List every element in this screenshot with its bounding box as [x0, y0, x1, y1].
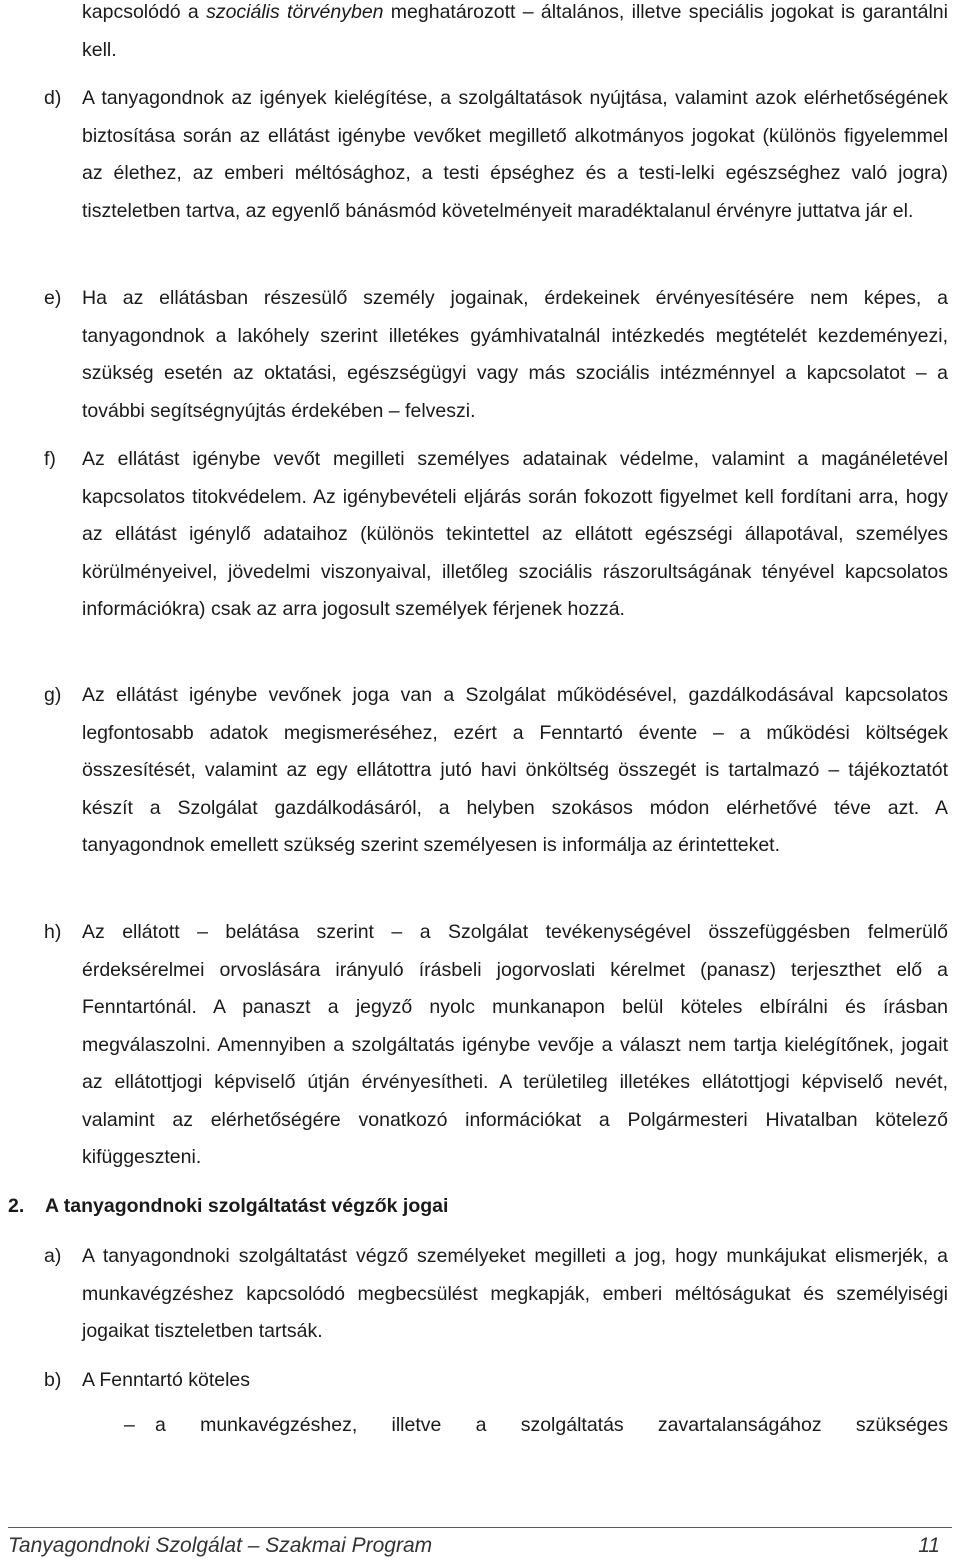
section-2-heading [8, 1188, 448, 1226]
section-2-title: A tanyagondnoki szolgáltatást végzők jogai [45, 1195, 449, 1217]
continuation-emphasis: szociális törvényben [206, 1, 384, 23]
dash-item-text: a munkavégzéshez, illetve a szolgáltatás zavartalanságához szükséges [155, 1414, 948, 1436]
item-e-text: Ha az ellátásban részesülő személy jogainak, érdekeinek érvényesítésére nem képes, a tanyagondnok a lakóhely szerint illetékes gyámhivatalnál intézkedés megtételét kezdeményezi, szükség esetén az oktatási, egészségügyi vagy más szociális intézménnyel a kapcsolatot – a további segítségnyújtás érdekében – felveszi. [82, 287, 948, 422]
section-2-number: 2. [8, 1195, 25, 1217]
item-e-marker: e) [44, 287, 62, 309]
item-f-marker: f) [44, 448, 56, 470]
item-d-text: A tanyagondnok az igények kielégítése, a szolgáltatások nyújtása, valamint azok elérhetőségének biztosítása során az ellátást igénybe vevőket megillető alkotmányos jogokat (különös figyelemmel az élethez, az emberi méltósághoz, a testi épséghez és a testi-lelki egészséghez való jogra) tiszteletben tartva, az egyenlő bánásmód követelményeit maradéktalanul érvényre juttatva jár el. [82, 87, 948, 222]
item-2a-marker: a) [44, 1245, 62, 1267]
item-f-text: Az ellátást igénybe vevőt megilleti személyes adatainak védelme, valamint a magánéletével kapcsolatos titokvédelem. Az igénybevételi eljárás során fokozott figyelmet kell fordítani arra, hogy az ellátást igénylő adataihoz (különös tekintettel az ellátott egészségi állapotával, személyes körülményeivel, jövedelmi viszonyaival, illetőleg szociális rászorultságának tényével kapcsolatos információkra) csak az arra jogosult személyek férjenek hozzá. [82, 448, 948, 620]
continuation-text-start: kapcsolódó a [82, 1, 207, 23]
item-2b-text: A Fenntartó köteles [82, 1369, 251, 1391]
footer-title: Tanyagondnoki Szolgálat – Szakmai Program [8, 1534, 433, 1557]
footer-divider [8, 1527, 952, 1528]
continuation-text-end: meghatározott – általános, illetve speciális jogokat is garantálni kell. [82, 1, 948, 61]
page-number: 11 [918, 1534, 940, 1557]
continuation-paragraph [82, 0, 948, 69]
item-d-marker: d) [44, 87, 62, 109]
item-2a-text: A tanyagondnoki szolgáltatást végző személyeket megilleti a jog, hogy munkájukat elismerjék, a munkavégzéshez kapcsolódó megbecsülést megkapják, emberi méltóságukat és személyiségi jogaikat tiszteletben tartsák. [82, 1245, 948, 1342]
item-h-marker: h) [44, 921, 62, 943]
item-2b-marker: b) [44, 1369, 62, 1391]
dash-bullet: – [124, 1414, 135, 1436]
item-g-marker: g) [44, 684, 62, 706]
item-h-text: Az ellátott – belátása szerint – a Szolgálat tevékenységével összefüggésben felmerülő érdeksérelmei orvoslására irányuló írásbeli jogorvoslati kérelmet (panasz) terjeszthet elő a Fenntartónál. A panaszt a jegyző nyolc munkanapon belül köteles elbírálni és írásban megválaszolni. Amennyiben a szolgáltatás igénybe vevője a választ nem tartja kielégítőnek, jogait az ellátottjogi képviselő útján érvényesítheti. A területileg illetékes ellátottjogi képviselő nevét, valamint az elérhetőségére vonatkozó információkat a Polgármesteri Hivatalban kötelező kifüggeszteni. [82, 921, 948, 1168]
item-g-text: Az ellátást igénybe vevőnek joga van a Szolgálat működésével, gazdálkodásával kapcsolatos legfontosabb adatok megismeréséhez, ezért a Fenntartó évente – a működési költségek összesítését, valamint az egy ellátottra jutó havi önköltség összegét is tartalmazó – tájékoztatót készít a Szolgálat gazdálkodásáról, a helyben szokásos módon elérhetővé téve azt. A tanyagondnok emellett szükség szerint személyesen is informálja az érintetteket. [82, 684, 948, 856]
